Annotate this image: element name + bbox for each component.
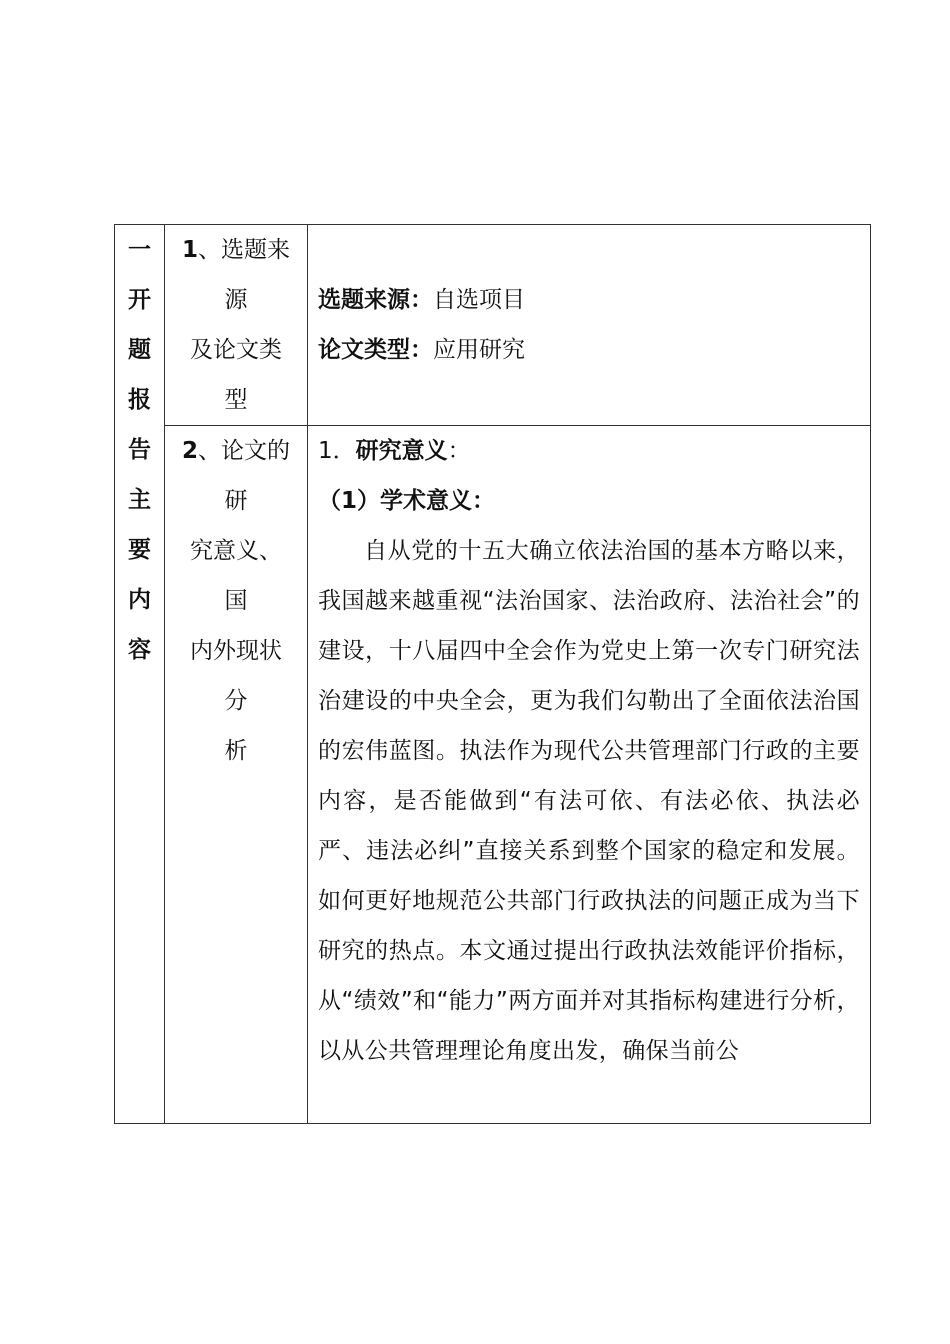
side-header-char: 开: [128, 287, 151, 313]
section1-number: 1: [181, 237, 198, 263]
section2-label-line: 究意义、: [190, 538, 282, 564]
heading-text: 研究意义: [355, 438, 448, 464]
side-header-char: 容: [128, 637, 151, 663]
body-paragraph: 自从党的十五大确立依法治国的基本方略以来，我国越来越重视“法治国家、法治政府、法治社会”的建设，十八届四中全会作为党史上第一次专门研究法治建设的中央全会，更为我们勾勒出了全面依法治国的宏伟蓝图。执法作为现代公共管理部门行政的主要内容，是否能做到“有法可依、有法必依、执法必严、违法必纠”直接关系到整个国家的稳定和发展。如何更好地规范公共部门行政执法的问题正成为当下研究的热点。本文通过提出行政执法效能评价指标，从“绩效”和“能力”两方面并对其指标构建进行分析，以从公共管理理论角度出发，确保当前公: [318, 538, 860, 1064]
heading-colon: ：: [447, 438, 471, 464]
type-label: 论文类型: [318, 337, 410, 363]
section1-content: [308, 225, 870, 375]
section2-label-line: 、论文的: [198, 438, 290, 464]
section2-number: 2: [181, 438, 198, 464]
section2-label-line: 国: [224, 588, 248, 614]
type-separator: ：: [410, 337, 433, 363]
proposal-table: [114, 224, 871, 1124]
section1-label: [165, 225, 307, 425]
side-header-char: 报: [128, 387, 151, 413]
side-header-char: 内: [128, 587, 151, 613]
section2-label: [165, 426, 307, 776]
section2-label-line: 分: [224, 688, 248, 714]
section2-label-line: 研: [224, 488, 248, 514]
source-label: 选题来源: [318, 287, 410, 313]
subheading-text: 学术意义: [380, 488, 473, 514]
academic-significance-heading: [318, 476, 860, 526]
side-header-cell: [115, 225, 165, 1124]
type-line: [318, 325, 860, 375]
section1-label-line: 型: [224, 387, 248, 413]
section2-label-line: 内外现状: [190, 638, 282, 664]
section2-content: [308, 426, 870, 1076]
side-header-char: 主: [128, 487, 151, 513]
section1-label-line: 及论文类: [190, 337, 282, 363]
heading-number: 1．: [318, 438, 356, 464]
source-value: 自选项目: [433, 287, 525, 313]
section1-label-line: 、选题来: [198, 237, 290, 263]
source-line: [318, 275, 860, 325]
table-row-significance: [115, 426, 871, 1124]
section1-label-line: 源: [224, 287, 248, 313]
section2-content-cell: [308, 426, 871, 1124]
section2-label-cell: [165, 426, 308, 1124]
side-header-char: 要: [128, 537, 151, 563]
section1-content-cell: [308, 225, 871, 426]
subheading-colon: ：: [472, 488, 496, 514]
research-significance-heading: [318, 426, 860, 476]
side-header-char: 一: [128, 237, 151, 263]
side-header: [115, 225, 164, 675]
subheading-number: （1）: [318, 488, 381, 514]
section2-label-line: 析: [224, 738, 248, 764]
type-value: 应用研究: [433, 337, 525, 363]
side-header-char: 告: [128, 437, 151, 463]
section1-label-cell: [165, 225, 308, 426]
side-header-char: 题: [128, 337, 151, 363]
table-row-source: [115, 225, 871, 426]
source-separator: ：: [410, 287, 433, 313]
